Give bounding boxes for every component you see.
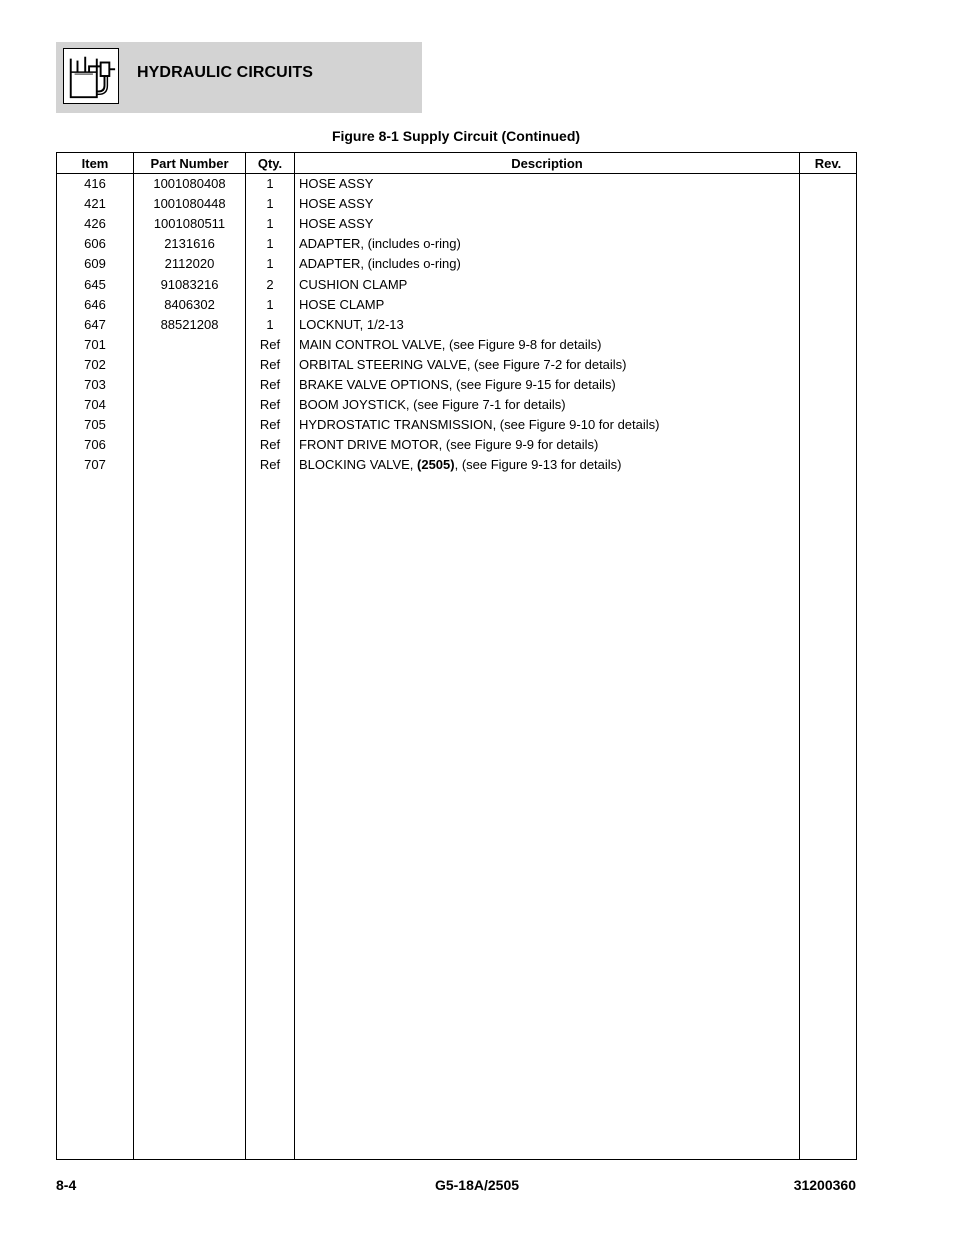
qty-cell: Ref [246, 415, 295, 435]
part-number-cell [134, 355, 246, 375]
rev-cell [800, 315, 857, 335]
item-cell: 421 [57, 194, 134, 214]
item-cell: 606 [57, 234, 134, 254]
rev-cell [800, 214, 857, 234]
model-code: (2505) [417, 457, 455, 473]
rev-cell [800, 194, 857, 214]
item-cell: 647 [57, 315, 134, 335]
column-header-qty: Qty. [246, 153, 295, 174]
description-text: BLOCKING VALVE, [299, 457, 418, 473]
table-row [57, 435, 857, 455]
footer-model: G5-18A/2505 [434, 1177, 520, 1193]
rev-cell [800, 375, 857, 395]
description-cell: CUSHION CLAMP [295, 274, 800, 294]
rev-cell [800, 254, 857, 274]
description-cell: HYDROSTATIC TRANSMISSION, (see Figure 9-10 for details) [295, 415, 800, 435]
figure-title: Figure 8-1 Supply Circuit (Continued) [331, 128, 581, 144]
part-number-cell [134, 455, 246, 475]
table-row [57, 254, 857, 274]
description-cell: BRAKE VALVE OPTIONS, (see Figure 9-15 for details) [295, 375, 800, 395]
description-cell: ADAPTER, (includes o-ring) [295, 254, 800, 274]
description-cell: HOSE ASSY [295, 174, 800, 195]
part-number-cell [134, 375, 246, 395]
qty-cell: 1 [246, 254, 295, 274]
qty-cell: Ref [246, 355, 295, 375]
part-number-cell: 88521208 [134, 315, 246, 335]
qty-cell: 1 [246, 194, 295, 214]
hydraulic-reservoir-icon [63, 48, 119, 104]
table-row [57, 395, 857, 415]
part-number-cell: 1001080408 [134, 174, 246, 195]
footer-page-number: 8-4 [56, 1177, 77, 1193]
qty-cell: Ref [246, 395, 295, 415]
item-cell: 704 [57, 395, 134, 415]
part-number-cell [134, 415, 246, 435]
part-number-cell: 91083216 [134, 274, 246, 294]
part-number-cell: 1001080511 [134, 214, 246, 234]
table-row [57, 375, 857, 395]
table-row [57, 335, 857, 355]
rev-cell [800, 274, 857, 294]
item-cell: 645 [57, 274, 134, 294]
item-cell: 706 [57, 435, 134, 455]
item-cell: 703 [57, 375, 134, 395]
item-cell: 705 [57, 415, 134, 435]
part-number-cell: 8406302 [134, 295, 246, 315]
qty-cell: Ref [246, 435, 295, 455]
qty-cell: Ref [246, 335, 295, 355]
column-header-part-number: Part Number [134, 153, 246, 174]
description-cell: HOSE ASSY [295, 214, 800, 234]
qty-cell: Ref [246, 375, 295, 395]
table-row [57, 355, 857, 375]
table-row [57, 295, 857, 315]
item-cell: 701 [57, 335, 134, 355]
table-row [57, 274, 857, 294]
qty-cell: 1 [246, 214, 295, 234]
table-row [57, 315, 857, 335]
part-number-cell: 2131616 [134, 234, 246, 254]
table-row [57, 194, 857, 214]
part-number-cell [134, 395, 246, 415]
qty-cell: 1 [246, 174, 295, 195]
rev-cell [800, 174, 857, 195]
description-cell: MAIN CONTROL VALVE, (see Figure 9-8 for details) [295, 335, 800, 355]
table-row [57, 415, 857, 435]
column-header-rev: Rev. [800, 153, 857, 174]
qty-cell: 1 [246, 295, 295, 315]
description-cell: HOSE CLAMP [295, 295, 800, 315]
part-number-cell: 1001080448 [134, 194, 246, 214]
item-cell: 707 [57, 455, 134, 475]
qty-cell: Ref [246, 455, 295, 475]
table-filler-row [57, 475, 857, 1159]
rev-cell [800, 335, 857, 355]
column-header-description: Description [295, 153, 800, 174]
section-title: HYDRAULIC CIRCUITS [137, 64, 314, 81]
rev-cell [800, 435, 857, 455]
column-header-item: Item [57, 153, 134, 174]
qty-cell: 1 [246, 234, 295, 254]
part-number-cell [134, 435, 246, 455]
table-row [57, 455, 857, 475]
table-row [57, 174, 857, 195]
description-cell [295, 455, 800, 475]
qty-cell: 1 [246, 315, 295, 335]
description-text: , (see Figure 9-13 for details) [454, 457, 622, 473]
description-cell: ORBITAL STEERING VALVE, (see Figure 7-2 for details) [295, 355, 800, 375]
rev-cell [800, 455, 857, 475]
parts-table [56, 152, 857, 1160]
rev-cell [800, 295, 857, 315]
item-cell: 702 [57, 355, 134, 375]
part-number-cell [134, 335, 246, 355]
table-row [57, 234, 857, 254]
item-cell: 609 [57, 254, 134, 274]
table-row [57, 214, 857, 234]
part-number-cell: 2112020 [134, 254, 246, 274]
rev-cell [800, 355, 857, 375]
item-cell: 416 [57, 174, 134, 195]
table-header-row [57, 153, 857, 174]
item-cell: 426 [57, 214, 134, 234]
rev-cell [800, 415, 857, 435]
description-cell: FRONT DRIVE MOTOR, (see Figure 9-9 for details) [295, 435, 800, 455]
description-cell: ADAPTER, (includes o-ring) [295, 234, 800, 254]
description-cell: LOCKNUT, 1/2-13 [295, 315, 800, 335]
qty-cell: 2 [246, 274, 295, 294]
item-cell: 646 [57, 295, 134, 315]
rev-cell [800, 395, 857, 415]
description-cell: HOSE ASSY [295, 194, 800, 214]
footer-doc-number: 31200360 [793, 1177, 856, 1193]
description-cell: BOOM JOYSTICK, (see Figure 7-1 for details) [295, 395, 800, 415]
rev-cell [800, 234, 857, 254]
